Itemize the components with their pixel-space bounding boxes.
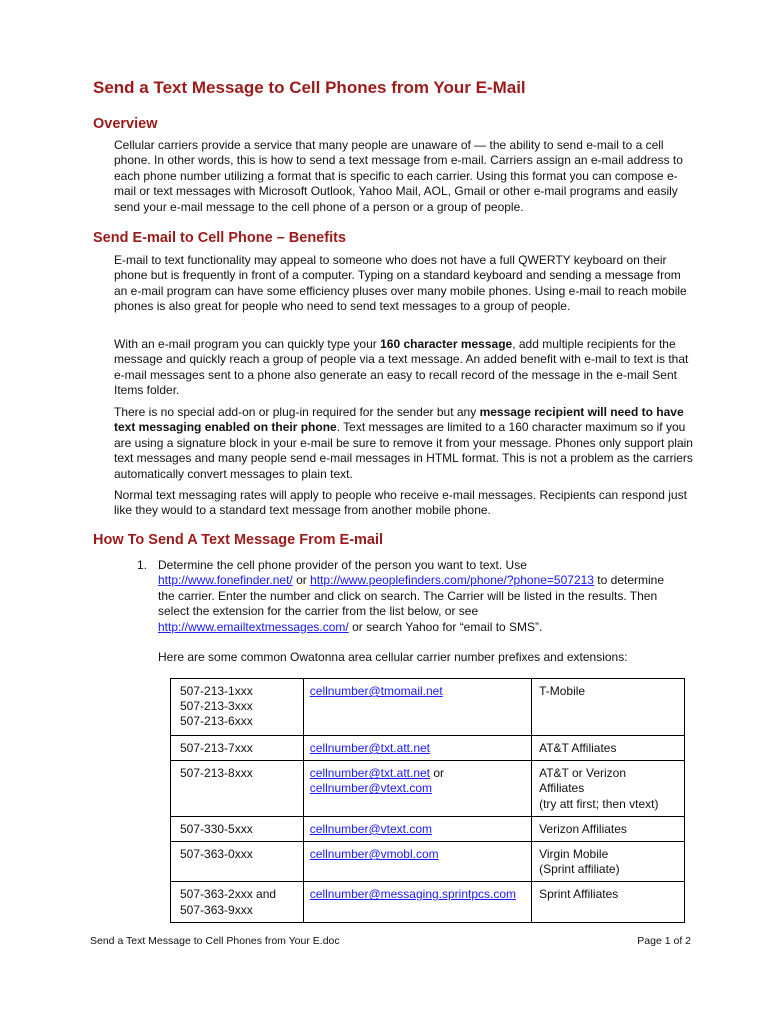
footer-filename: Send a Text Message to Cell Phones from Your E.doc xyxy=(90,935,340,947)
carrier-cell xyxy=(532,736,685,761)
prefix-cell xyxy=(171,736,304,761)
email-cell xyxy=(303,736,531,761)
carrier-text: AT&T Affiliates xyxy=(539,741,617,755)
email-joiner: or xyxy=(430,766,445,781)
email-link[interactable]: cellnumber@messaging.sprintpcs.com xyxy=(309,887,517,902)
email-cell xyxy=(303,816,531,841)
overview-heading: Overview xyxy=(93,116,158,132)
carrier-text: Sprint Affiliates xyxy=(539,887,619,902)
table-row xyxy=(171,842,685,882)
prefix-cell xyxy=(171,842,304,882)
step-text xyxy=(158,558,678,665)
email-cell xyxy=(303,679,531,736)
carrier-cell xyxy=(532,816,685,841)
prefix-text: 507-213-1xxx xyxy=(180,684,253,698)
table-row xyxy=(171,816,685,841)
carrier-text: AT&T or Verizon xyxy=(539,766,627,781)
email-cell xyxy=(303,882,531,922)
emailtextmessages-link[interactable]: http://www.emailtextmessages.com/ xyxy=(158,619,349,634)
email-link[interactable]: cellnumber@vtext.com xyxy=(309,781,432,796)
prefix-text: 507-363-9xxx xyxy=(180,902,253,917)
prefix-cell xyxy=(171,816,304,841)
prefix-cell xyxy=(171,882,304,922)
prefix-cell xyxy=(171,761,304,817)
table-row xyxy=(171,761,685,817)
or-text: or xyxy=(292,573,311,588)
prefix-text: 507-363-0xxx xyxy=(180,847,253,862)
email-link[interactable]: cellnumber@tmomail.net xyxy=(309,684,443,698)
fonefinder-link[interactable]: http://www.fonefinder.net/ xyxy=(158,573,293,588)
step-text-b: to determine the carrier. Enter the number and click on search. The Carrier will be listed in the results. Then select the extension for the carrier from the list below, or see xyxy=(158,573,665,619)
table-row xyxy=(171,882,685,922)
benefits-paragraph-2 xyxy=(114,337,694,399)
table-row xyxy=(171,736,685,761)
step-text-c: or search Yahoo for “email to SMS”. xyxy=(348,619,543,634)
carrier-table-intro: Here are some common Owatonna area cellular carrier number prefixes and extensions: xyxy=(158,650,628,665)
benefits-p3-text: There is no special add-on or plug-in required for the sender but any xyxy=(114,405,480,419)
email-link[interactable]: cellnumber@txt.att.net xyxy=(309,766,430,781)
carrier-cell xyxy=(532,882,685,922)
benefits-p2-bold: 160 character message xyxy=(380,337,513,351)
prefix-text: 507-213-7xxx xyxy=(180,741,253,755)
prefix-cell xyxy=(171,679,304,736)
prefix-text: 507-363-2xxx and xyxy=(180,887,277,902)
prefix-text: 507-330-5xxx xyxy=(180,821,253,836)
email-link[interactable]: cellnumber@txt.att.net xyxy=(309,741,430,755)
email-cell xyxy=(303,761,531,817)
benefits-paragraph-1: E-mail to text functionality may appeal to someone who does not have a full QWERTY keyboard on their phone but is frequently in front of a computer. Typing on a standard keyboard and sending a message from an e-mail program can have some efficiency pluses over many mobile phones. Using e-mail to reach mobile phones is also great for people who need to send text messages to a group of people. xyxy=(114,253,687,314)
carrier-text: Affiliates xyxy=(539,781,585,796)
email-link[interactable]: cellnumber@vmobl.com xyxy=(309,847,439,862)
step-number: 1. xyxy=(137,558,148,572)
prefix-text: 507-213-6xxx xyxy=(180,714,253,729)
benefits-p3-bold: message recipient will need to have text messaging enabled on their phone xyxy=(114,405,684,435)
prefix-text: 507-213-8xxx xyxy=(180,766,253,781)
benefits-p3-text-end: . Text messages are limited to a 160 character maximum so if you are using a signature block in your e-mail be sure to remove it from your message. Phones only support plain text messages and many people send e-mail messages in HTML format. This is not a problem as the carriers automatically convert messages to plain text. xyxy=(114,420,693,481)
prefix-text: 507-213-3xxx xyxy=(180,699,253,714)
overview-paragraph: Cellular carriers provide a service that many people are unaware of — the ability to send e-mail to a cell phone. In other words, this is how to send a text message from e-mail. Carriers assign an e-mail address to each phone number utilizing a format that is specific to each carrier. Using this format you can compose e-mail or text messages with Microsoft Outlook, Yahoo Mail, AOL, Gmail or other e-mail programs and easily send your e-mail message to the cell phone of a person or a group of people. xyxy=(114,138,683,214)
benefits-p2-text: With an e-mail program you can quickly type your xyxy=(114,337,381,351)
peoplefinders-link[interactable]: http://www.peoplefinders.com/phone/?phone=507213 xyxy=(310,573,594,588)
footer-page-number: Page 1 of 2 xyxy=(637,935,691,947)
benefits-p2-text-end: , add multiple recipients for the message and quickly reach a group of people via a text message. An added benefit with e-mail to text is that e-mail messages sent to a phone also generate an easy to recall record of the message in the e-mail Sent Items folder. xyxy=(114,337,689,398)
table-row xyxy=(171,679,685,736)
email-link[interactable]: cellnumber@vtext.com xyxy=(309,821,432,836)
carrier-text: (Sprint affiliate) xyxy=(539,862,620,877)
carrier-cell xyxy=(532,679,685,736)
document-title: Send a Text Message to Cell Phones from Your E-Mail xyxy=(93,78,526,97)
carrier-cell xyxy=(532,842,685,882)
carrier-cell xyxy=(532,761,685,817)
step-text-a: Determine the cell phone provider of the person you want to text. Use xyxy=(158,558,527,572)
carrier-text: Virgin Mobile xyxy=(539,847,609,862)
benefits-paragraph-3 xyxy=(114,405,694,482)
carrier-text: (try att first; then vtext) xyxy=(539,796,659,811)
carrier-table xyxy=(170,678,685,923)
email-cell xyxy=(303,842,531,882)
benefits-heading: Send E-mail to Cell Phone – Benefits xyxy=(93,230,346,246)
howto-heading: How To Send A Text Message From E-mail xyxy=(93,532,384,548)
benefits-paragraph-4: Normal text messaging rates will apply to people who receive e-mail messages. Recipients can respond just like they would to a standard text message from another mobile phone. xyxy=(114,488,687,518)
carrier-text: Verizon Affiliates xyxy=(539,821,627,836)
carrier-text: T-Mobile xyxy=(539,684,586,698)
